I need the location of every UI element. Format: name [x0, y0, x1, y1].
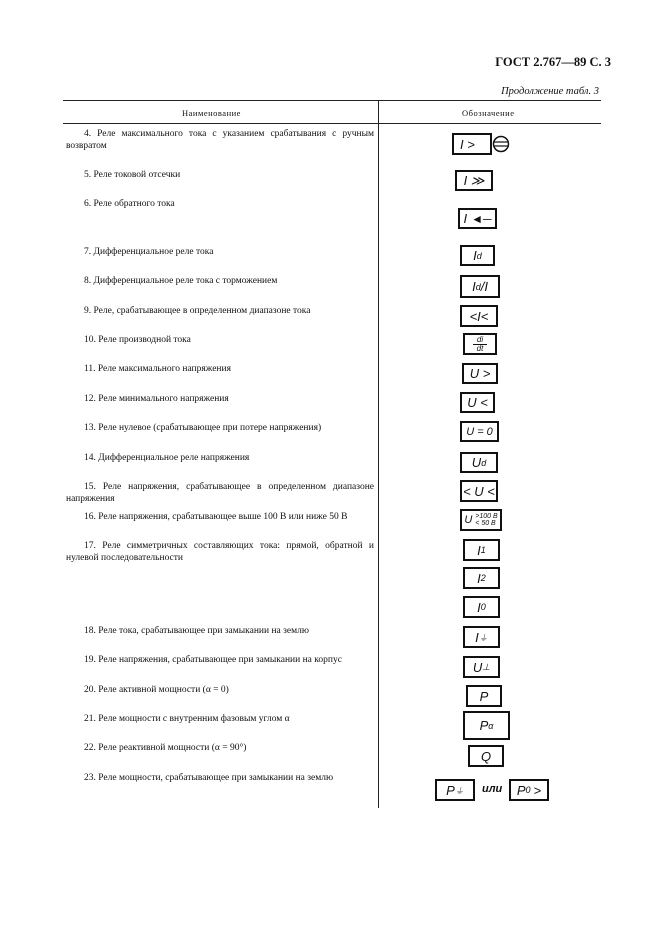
manual-reset-icon: [491, 135, 511, 153]
symbol-voltage-window: U >100 B < 50 B: [460, 509, 502, 531]
row-8-text: 8. Дифференциальное реле тока с торможением: [84, 276, 278, 286]
row-15-text: 15. Реле напряжения, срабатывающее в определенном диапазоне напряжения: [66, 482, 374, 504]
symbol-active-power: P: [466, 685, 502, 707]
symbol-differential-voltage: U d: [460, 452, 498, 473]
symbol-overvoltage: U >: [462, 363, 498, 384]
symbol-zero-sequence: I 0: [463, 596, 500, 618]
row-17-text: 17. Реле симметричных составляющих тока: прямой, обратной и нулевой последовательности: [66, 541, 374, 563]
row-13-text: 13. Реле нулевое (срабатывающее при потере напряжения): [84, 423, 322, 433]
row-12-text: 12. Реле минимального напряжения: [84, 394, 229, 404]
left-arrow-icon: ◄─: [471, 211, 492, 226]
table-continuation: Продолжение табл. 3: [501, 86, 599, 97]
row-22-text: 22. Реле реактивной мощности (α = 90°): [84, 743, 247, 753]
row-4-text: 4. Реле максимального тока с указанием срабатывания с ручным возвратом: [66, 129, 374, 151]
symbol-zero-sequence-power: P 0 >: [509, 779, 549, 801]
symbol-zero-voltage: U = 0: [460, 421, 499, 442]
row-7-text: 7. Дифференциальное реле тока: [84, 247, 214, 257]
symbol-reactive-power: Q: [468, 745, 504, 767]
symbol-current-derivative: $\frac{di}{dt}$: [463, 333, 497, 355]
symbol-instantaneous: I ≫: [455, 170, 493, 191]
ground-icon: ⏚: [478, 632, 488, 643]
table-head-rule: [63, 123, 601, 124]
column-header-name: Наименование: [182, 108, 241, 118]
symbol-reverse-current: I ◄─: [458, 208, 497, 229]
symbol-earth-fault-current: I ⏚: [463, 626, 500, 648]
symbol-differential-restraint: I d /I: [460, 275, 500, 298]
symbol-positive-sequence: I 1: [463, 539, 500, 561]
row-10-text: 10. Реле производной тока: [84, 335, 191, 345]
row-23-text: 23. Реле мощности, срабатывающее при замыкании на землю: [84, 773, 334, 783]
table-top-rule: [63, 100, 601, 101]
page-header: ГОСТ 2.767—89 С. 3: [495, 55, 611, 69]
row-20-text: 20. Реле активной мощности (α = 0): [84, 685, 229, 695]
ground-icon: ⏚: [454, 785, 464, 796]
symbol-overcurrent: I >: [452, 133, 492, 155]
symbol-frame-fault-voltage: U ⊥: [463, 656, 500, 678]
row-5-text: 5. Реле токовой отсечки: [84, 170, 181, 180]
row-9-text: 9. Реле, срабатывающее в определенном диапазоне тока: [84, 306, 311, 316]
symbol-voltage-range: < U <: [460, 480, 498, 502]
row-6-text: 6. Реле обратного тока: [84, 199, 175, 209]
symbol-differential-current: I d: [460, 245, 495, 266]
row-19-text: 19. Реле напряжения, срабатывающее при замыкании на корпус: [84, 655, 342, 665]
row-18-text: 18. Реле тока, срабатывающее при замыкании на землю: [84, 626, 309, 636]
row-16-text: 16. Реле напряжения, срабатывающее выше 100 В или ниже 50 В: [84, 512, 348, 522]
table-column-divider: [378, 100, 379, 808]
symbol-undervoltage: U <: [460, 392, 495, 413]
symbol-negative-sequence: I 2: [463, 567, 500, 589]
row-14-text: 14. Дифференциальное реле напряжения: [84, 453, 250, 463]
row-11-text: 11. Реле максимального напряжения: [84, 364, 231, 374]
symbol-power-phase-angle: P α: [463, 711, 510, 740]
column-header-symbol: Обозначение: [462, 108, 515, 118]
symbol-earth-fault-power: P ⏚: [435, 779, 475, 801]
frame-ground-icon: ⊥: [482, 661, 491, 672]
or-label: или: [482, 783, 503, 795]
symbol-current-range: <I<: [460, 305, 498, 327]
row-21-text: 21. Реле мощности с внутренним фазовым углом α: [84, 714, 290, 724]
